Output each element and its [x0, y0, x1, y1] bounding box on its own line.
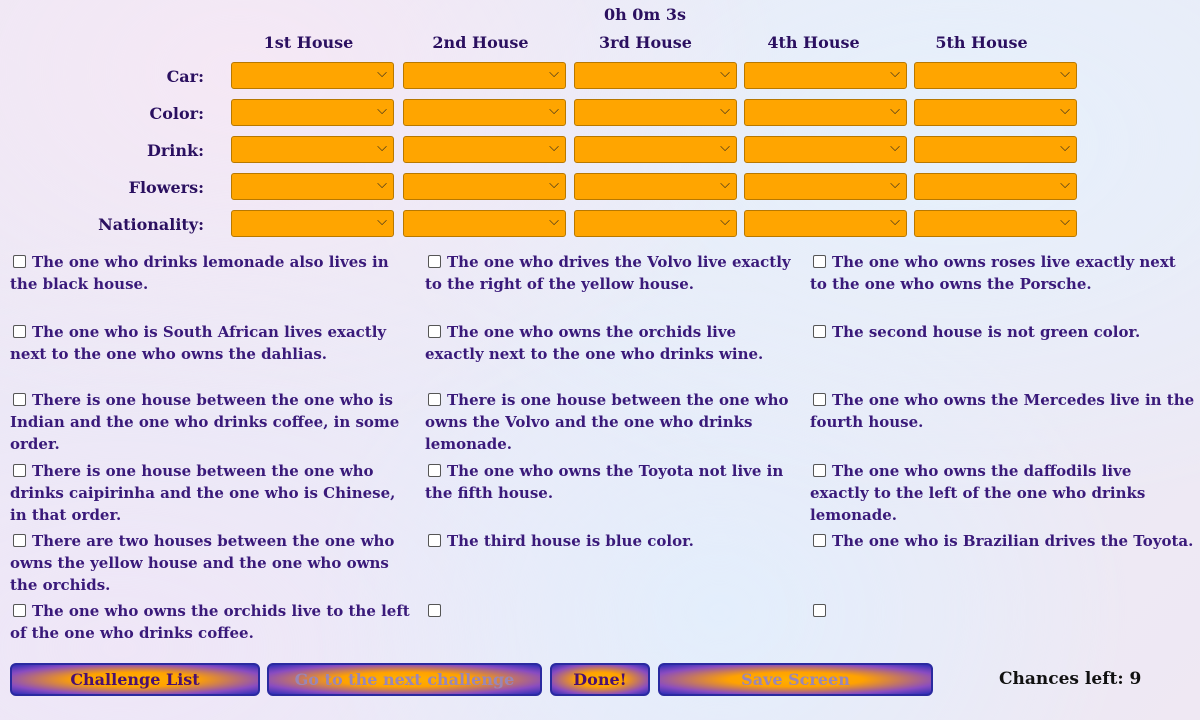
clue-2-1[interactable]	[10, 321, 410, 365]
flowers-select-house-5[interactable]	[914, 173, 1077, 200]
chevron-down-icon: ⌵	[720, 140, 730, 155]
chevron-down-icon: ⌵	[890, 103, 900, 118]
nationality-select-house-1[interactable]	[231, 210, 394, 237]
clue-2-3[interactable]	[810, 321, 1195, 343]
chevron-down-icon: ⌵	[720, 214, 730, 229]
car-select-house-4[interactable]	[744, 62, 907, 89]
color-select-house-4[interactable]	[744, 99, 907, 126]
drink-select-house-4[interactable]	[744, 136, 907, 163]
chevron-down-icon: ⌵	[890, 177, 900, 192]
color-select-house-5[interactable]	[914, 99, 1077, 126]
chevron-down-icon: ⌵	[549, 140, 559, 155]
nationality-select-house-2[interactable]	[403, 210, 566, 237]
car-select-house-1[interactable]	[231, 62, 394, 89]
chevron-down-icon: ⌵	[377, 66, 387, 81]
chevron-down-icon: ⌵	[1060, 66, 1070, 81]
checkbox[interactable]	[13, 534, 26, 547]
flowers-select-house-3[interactable]	[574, 173, 737, 200]
chevron-down-icon: ⌵	[720, 177, 730, 192]
chevron-down-icon: ⌵	[1060, 140, 1070, 155]
checkbox[interactable]	[428, 393, 441, 406]
chevron-down-icon: ⌵	[549, 103, 559, 118]
drink-select-house-1[interactable]	[231, 136, 394, 163]
chevron-down-icon: ⌵	[377, 140, 387, 155]
clue-1-1[interactable]	[10, 251, 410, 295]
clue-4-1[interactable]	[10, 460, 410, 526]
clue-text: The one who owns the Toyota not live in the fifth house.	[425, 462, 784, 502]
clue-text: The one who drives the Volvo live exactly to the right of the yellow house.	[425, 253, 791, 293]
chevron-down-icon: ⌵	[1060, 177, 1070, 192]
row-label-nationality: Nationality:	[98, 215, 204, 234]
challenge-list-button[interactable]: Challenge List	[10, 663, 260, 696]
clue-text: The one who is South African lives exactly next to the one who owns the dahlias.	[10, 323, 387, 363]
clue-text: The one who drinks lemonade also lives in the black house.	[10, 253, 389, 293]
clue-4-2[interactable]	[425, 460, 795, 504]
checkbox[interactable]	[813, 393, 826, 406]
clue-1-3[interactable]	[810, 251, 1195, 295]
clue-text: The third house is blue color.	[447, 532, 694, 550]
checkbox[interactable]	[813, 464, 826, 477]
clue-text: The one who owns the orchids live exactly next to the one who drinks wine.	[425, 323, 764, 363]
color-select-house-1[interactable]	[231, 99, 394, 126]
clue-text: The one who owns roses live exactly next to the one who owns the Porsche.	[810, 253, 1176, 293]
checkbox[interactable]	[13, 393, 26, 406]
clue-5-2[interactable]	[425, 530, 795, 552]
clue-6-2[interactable]	[425, 600, 795, 622]
clue-2-2[interactable]	[425, 321, 795, 365]
row-label-flowers: Flowers:	[128, 178, 204, 197]
chances-left: Chances left: 9	[999, 669, 1142, 689]
checkbox[interactable]	[13, 325, 26, 338]
checkbox[interactable]	[13, 255, 26, 268]
chevron-down-icon: ⌵	[377, 103, 387, 118]
car-select-house-3[interactable]	[574, 62, 737, 89]
checkbox[interactable]	[428, 464, 441, 477]
drink-select-house-5[interactable]	[914, 136, 1077, 163]
clue-3-2[interactable]	[425, 389, 795, 455]
chevron-down-icon: ⌵	[1060, 214, 1070, 229]
chevron-down-icon: ⌵	[549, 66, 559, 81]
car-select-house-5[interactable]	[914, 62, 1077, 89]
checkbox[interactable]	[428, 325, 441, 338]
color-select-house-2[interactable]	[403, 99, 566, 126]
clue-text: There is one house between the one who owns the Volvo and the one who drinks lemonade.	[425, 391, 789, 453]
house-header-1: 1st House	[263, 33, 354, 52]
checkbox[interactable]	[428, 604, 441, 617]
clue-4-3[interactable]	[810, 460, 1195, 526]
clue-1-2[interactable]	[425, 251, 795, 295]
nationality-select-house-4[interactable]	[744, 210, 907, 237]
checkbox[interactable]	[813, 534, 826, 547]
clue-text: There are two houses between the one who owns the yellow house and the one who owns the orchids.	[10, 532, 395, 594]
checkbox[interactable]	[13, 604, 26, 617]
clue-text: The one who owns the daffodils live exactly to the left of the one who drinks lemonade.	[810, 462, 1146, 524]
house-header-4: 4th House	[767, 33, 860, 52]
clue-text: The one who owns the orchids live to the left of the one who drinks coffee.	[10, 602, 410, 642]
done-button[interactable]: Done!	[550, 663, 650, 696]
clue-6-1[interactable]	[10, 600, 410, 644]
clue-3-3[interactable]	[810, 389, 1195, 433]
save-screen-button[interactable]: Save Screen	[658, 663, 933, 696]
color-select-house-3[interactable]	[574, 99, 737, 126]
checkbox[interactable]	[428, 255, 441, 268]
clue-text: The second house is not green color.	[832, 323, 1141, 341]
nationality-select-house-3[interactable]	[574, 210, 737, 237]
car-select-house-2[interactable]	[403, 62, 566, 89]
clue-text: There is one house between the one who is Indian and the one who drinks coffee, in some order.	[10, 391, 400, 453]
checkbox[interactable]	[428, 534, 441, 547]
clue-3-1[interactable]	[10, 389, 410, 455]
checkbox[interactable]	[813, 604, 826, 617]
chevron-down-icon: ⌵	[377, 177, 387, 192]
house-header-3: 3rd House	[599, 33, 692, 52]
flowers-select-house-4[interactable]	[744, 173, 907, 200]
next-challenge-button[interactable]: Go to the next challenge	[267, 663, 542, 696]
checkbox[interactable]	[13, 464, 26, 477]
house-header-2: 2nd House	[432, 33, 529, 52]
chevron-down-icon: ⌵	[377, 214, 387, 229]
row-label-drink: Drink:	[146, 141, 204, 160]
drink-select-house-2[interactable]	[403, 136, 566, 163]
chevron-down-icon: ⌵	[549, 214, 559, 229]
flowers-select-house-2[interactable]	[403, 173, 566, 200]
clue-text: The one who is Brazilian drives the Toyota.	[832, 532, 1194, 550]
chevron-down-icon: ⌵	[549, 177, 559, 192]
checkbox[interactable]	[813, 325, 826, 338]
chevron-down-icon: ⌵	[720, 103, 730, 118]
clue-6-3[interactable]	[810, 600, 1195, 622]
nationality-select-house-5[interactable]	[914, 210, 1077, 237]
clue-5-3[interactable]	[810, 530, 1195, 552]
clue-text: There is one house between the one who drinks caipirinha and the one who is Chinese, in that order.	[10, 462, 396, 524]
clue-text: The one who owns the Mercedes live in the fourth house.	[810, 391, 1195, 431]
flowers-select-house-1[interactable]	[231, 173, 394, 200]
chevron-down-icon: ⌵	[720, 66, 730, 81]
row-label-car: Car:	[166, 67, 204, 86]
chevron-down-icon: ⌵	[1060, 103, 1070, 118]
clue-5-1[interactable]	[10, 530, 410, 596]
chevron-down-icon: ⌵	[890, 214, 900, 229]
row-label-color: Color:	[149, 104, 204, 123]
checkbox[interactable]	[813, 255, 826, 268]
chevron-down-icon: ⌵	[890, 66, 900, 81]
house-header-5: 5th House	[935, 33, 1028, 52]
chevron-down-icon: ⌵	[890, 140, 900, 155]
drink-select-house-3[interactable]	[574, 136, 737, 163]
timer: 0h 0m 3s	[603, 5, 687, 24]
